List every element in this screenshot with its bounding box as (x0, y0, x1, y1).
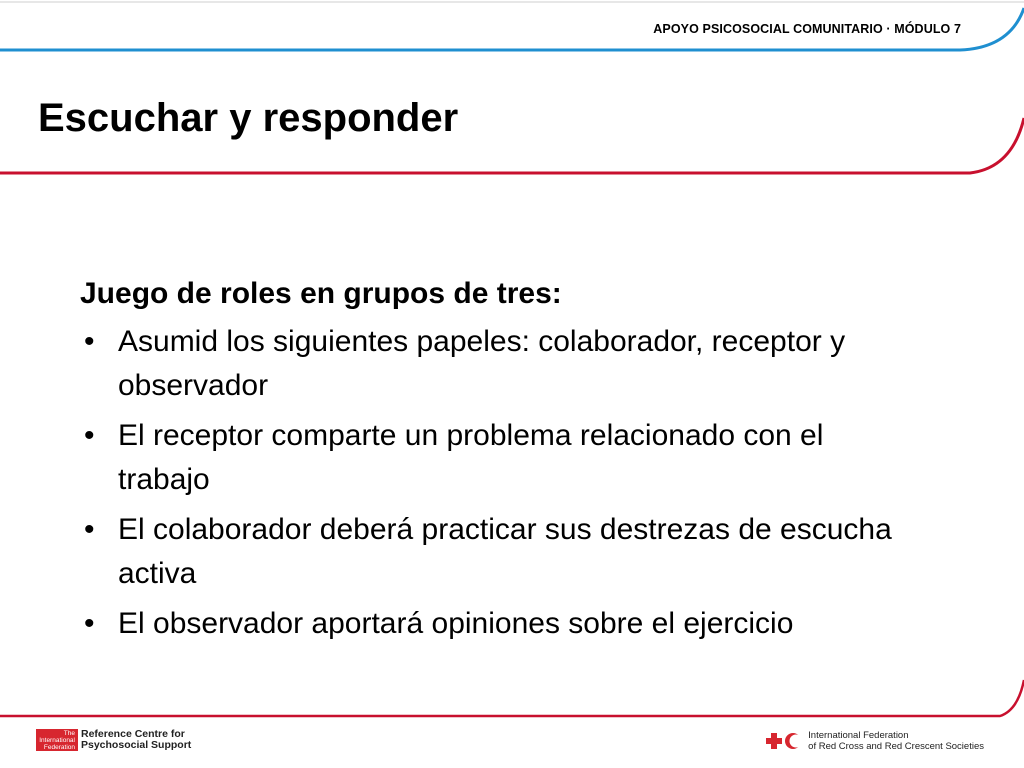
bullet-item (80, 508, 920, 596)
footer-red-line (0, 680, 1024, 716)
bullet-list (80, 320, 920, 646)
bullet-icon: • (84, 419, 95, 452)
bullet-text: El receptor comparte un problema relacionado con el trabajo (118, 419, 824, 496)
bullet-icon: • (84, 513, 95, 546)
reference-centre-logo (36, 729, 191, 751)
federation-logo-line: International (39, 736, 75, 744)
slide-body (80, 272, 920, 652)
reference-centre-line: Psychosocial Support (81, 739, 192, 751)
bullet-icon: • (84, 607, 95, 640)
bullet-text: Asumid los siguientes papeles: colaborador, receptor y observador (118, 325, 846, 402)
lead-text: Juego de roles en grupos de tres: (80, 277, 562, 310)
federation-logo-box (36, 729, 78, 751)
red-crescent-emblem-icon (784, 731, 802, 751)
federation-logo-line: Federation (43, 743, 75, 751)
reference-centre-text (81, 729, 191, 751)
bullet-text: El observador aportará opiniones sobre el ejercicio (118, 607, 794, 640)
ifrc-logo (764, 730, 984, 752)
bullet-item (80, 414, 920, 502)
federation-logo-line: The (63, 729, 75, 737)
red-cross-emblem-icon (764, 731, 784, 751)
ifrc-line: International Federation (808, 730, 909, 741)
emblems (764, 731, 802, 751)
reference-centre-line: Reference Centre for (81, 728, 185, 740)
bullet-item (80, 320, 920, 408)
ifrc-text (808, 730, 984, 752)
bullet-icon: • (84, 325, 95, 358)
bullet-item (80, 602, 920, 646)
ifrc-line: of Red Cross and Red Crescent Societies (808, 741, 984, 752)
slide-title: Escuchar y responder (38, 96, 459, 140)
bullet-text: El colaborador deberá practicar sus destrezas de escucha activa (118, 513, 892, 590)
module-header: APOYO PSICOSOCIAL COMUNITARIO · MÓDULO 7 (653, 22, 961, 36)
